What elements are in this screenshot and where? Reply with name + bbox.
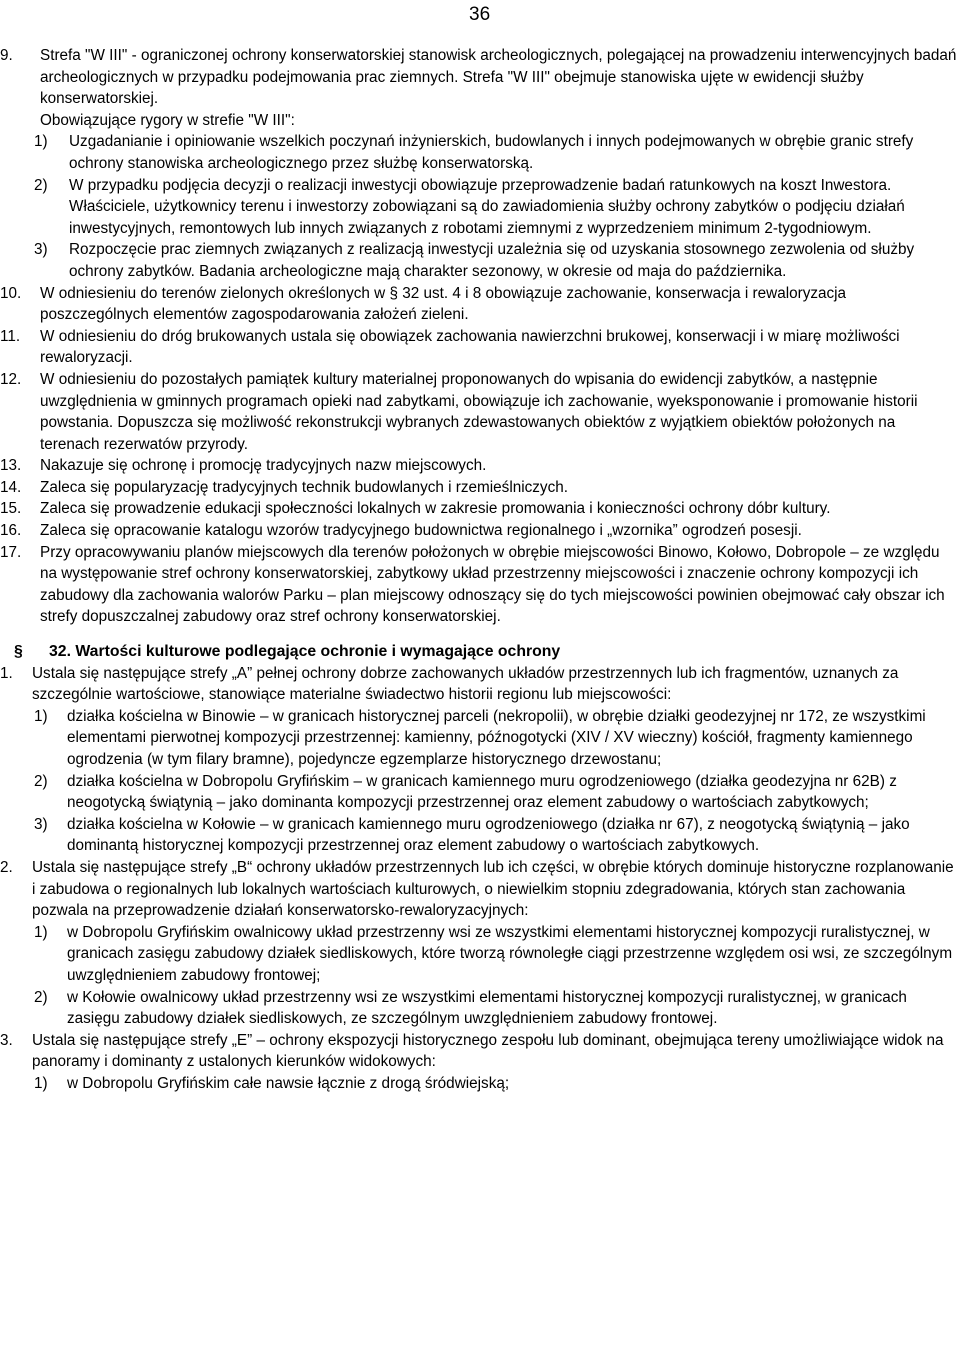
item-text: Ustala się następujące strefy „A” pełnej ochrony dobrze zachowanych układów przestrzennych lub ich fragmentów, uznanych za szczególnie wartościowe, stanowiące materialne świadectwo historii regionu lub miejscowości: (32, 664, 899, 704)
item-text: Ustala się następujące strefy „E” – ochrony ekspozycji historycznego zespołu lub dominant, obejmująca tereny umożliwiające widok na panoramy i dominanty z ustalonych kierunków widokowych: (32, 1031, 944, 1071)
item-text: Nakazuje się ochronę i promocję tradycyjnych nazw miejscowych. (40, 457, 487, 475)
item-number: 2. (0, 858, 13, 876)
item-number: 9. (0, 47, 13, 64)
item-number: 3. (0, 1031, 13, 1049)
section-sub-item-1-3 (34, 814, 958, 857)
list-item-13 (0, 455, 958, 477)
item-text: Ustala się następujące strefy „B“ ochrony układów przestrzennych lub ich części, w obrębie których dominuje historyczne rozplanowanie i zabudowa o regionalnych lub lokalnych wartościach kulturowych, o niewielkim stopniu zdegradowania, których stan zachowania pozwala na przeprowadzenie działań konserwatorsko-rewaloryzacyjnych: (32, 858, 954, 920)
document-body (0, 45, 958, 1095)
sub-item-number: 1) (34, 1074, 48, 1092)
sub-item-text: W przypadku podjęcia decyzji o realizacji inwestycji obowiązuje przeprowadzenie badań ratunkowych na koszt Inwestora. Właściciele, użytkownicy terenu i inwestorzy zobowiązani są do zawiadomienia służby ochrony zabytków o podjęciu działań inwestycyjnych, remontowych lub innych związanych z robotami ziemnymi z wyprzedzeniem minimum 2-tygodniowym. (69, 176, 905, 237)
list-item-16 (0, 520, 958, 542)
list-item-14 (0, 477, 958, 499)
section-title: 32. Wartości kulturowe podlegające ochronie i wymagające ochrony (49, 643, 561, 661)
item-number: 17. (0, 543, 22, 561)
item-text: Strefa "W III" - ograniczonej ochrony konserwatorskiej stanowisk archeologicznych, polegającej na prowadzeniu interwencyjnych badań archeologicznych w przypadku podejmowania prac ziemnych. Strefa "W III" obejmuje stanowiska ujęte w ewidencji służby konserwatorskiej. (40, 47, 957, 108)
item-number: 14. (0, 478, 22, 496)
item-number: 1. (0, 664, 13, 682)
item-text: W odniesieniu do terenów zielonych określonych w § 32 ust. 4 i 8 obowiązuje zachowanie, konserwacja i rewaloryzacja poszczególnych elementów zagospodarowania założeń zieleni. (40, 284, 847, 324)
item-number: 11. (0, 327, 21, 345)
sub-item-number: 2) (34, 772, 48, 790)
item-text: Zaleca się prowadzenie edukacji społeczności lokalnych w zakresie promowania i konieczności ochrony dóbr kultury. (40, 500, 831, 518)
sub-item-number: 1) (34, 923, 48, 941)
list-item-11 (0, 326, 958, 369)
item-number: 12. (0, 370, 22, 388)
sub-item-text: działka kościelna w Kołowie – w granicach kamiennego muru ogrodzeniowego (działka nr 67), z neogotycką świątynią – jako dominantą historycznej kompozycji przestrzennej oraz element zabudowy o wartościach zabytkowych. (67, 815, 910, 855)
sub-item-text: Rozpoczęcie prac ziemnych związanych z realizacją inwestycji uzależnia się od uzyskania stosownego zezwolenia od służby ochrony zabytków. Badania archeologiczne mają charakter sezonowy, w okresie od maja do października. (69, 241, 915, 280)
item-number: 15. (0, 500, 22, 518)
item-text: Zaleca się opracowanie katalogu wzorów tradycyjnego budownictwa regionalnego i „wzornika” ogrodzeń posesji. (40, 522, 802, 540)
section-sign: § (14, 643, 23, 661)
sub-item-9-3 (34, 239, 958, 282)
section-sub-item-1-1 (34, 706, 958, 771)
list-item-12 (0, 369, 958, 455)
list-item-15 (0, 498, 958, 520)
list-item-9 (0, 45, 958, 131)
sub-item-text: działka kościelna w Dobropolu Gryfińskim – w granicach kamiennego muru ogrodzeniowego (działka geodezyjna nr 62B) z neogotycką świątynią – jako dominanta kompozycji przestrzennej oraz element zabudowy o wartościach zabytkowych; (67, 772, 897, 812)
sub-item-number: 1) (34, 133, 48, 151)
sub-item-text: w Dobropolu Gryfińskim owalnicowy układ przestrzenny wsi ze wszystkimi elementami historycznej kompozycji ruralistycznej, w granicach zasięgu zabudowy działek siedliskowych, które tworzą równoległe ciągi przestrzenne względem osi wsi, ze szczególnym uwzględnieniem zabudowy frontowej; (67, 923, 953, 984)
item-number: 16. (0, 522, 22, 540)
item-number: 13. (0, 457, 22, 475)
section-item-1 (0, 663, 958, 706)
sub-item-9-2 (34, 175, 958, 240)
section-sub-item-1-2 (34, 771, 958, 814)
sub-item-text: działka kościelna w Binowie – w granicach historycznej parceli (nekropolii), w obrębie działki geodezyjnej nr 172, ze wszystkimi elementami pierwotnej kompozycji przestrzennej: kamienny, późnogotycki (XIV / XV wieczny) kościół, fragmenty kamiennego ogrodzenia (w tym filary bramne), pojedyncze egzemplarze historycznego drzewostanu; (67, 707, 926, 768)
sub-item-number: 1) (34, 707, 48, 725)
item-text: Przy opracowywaniu planów miejscowych dla terenów położonych w obrębie miejscowości Binowo, Kołowo, Dobropole – ze względu na występowanie stref ochrony konserwatorskiej, zabytkowy układ przestrzenny miejscowości i znaczenie ochrony kompozycji ich zabudowy dla zachowania walorów Parku – plan miejscowy odnoszący się do tych miejscowości powinien obejmować cały obszar ich strefy dopuszczalnej zabudowy oraz stref ochrony konserwatorskiej. (40, 543, 945, 626)
section-sub-item-2-1 (34, 922, 958, 987)
item-text: Zaleca się popularyzację tradycyjnych technik budowlanych i rzemieślniczych. (40, 478, 568, 496)
rules-lead: Obowiązujące rygory w strefie "W III": (40, 111, 295, 129)
sub-item-number: 3) (34, 815, 48, 833)
sub-item-number: 3) (34, 241, 48, 259)
sub-item-text: Uzgadanianie i opiniowanie wszelkich poczynań inżynierskich, budowlanych i innych podejmowanych w obrębie granic strefy ochrony stanowiska archeologicznego przez służbę konserwatorską. (69, 133, 914, 172)
section-sub-item-3-1 (34, 1073, 958, 1095)
sub-item-text: w Kołowie owalnicowy układ przestrzenny wsi ze wszystkimi elementami historycznej kompozycji ruralistycznej, w granicach zasięgu zabudowy działek siedliskowych, ze szczególnym uwzględnieniem zabudowy frontowej. (67, 988, 907, 1028)
page-number: 36 (469, 4, 491, 25)
item-text: W odniesieniu do dróg brukowanych ustala się obowiązek zachowania nawierzchni brukowej, konserwacji i w miarę możliwości rewaloryzacji. (40, 327, 900, 367)
item-number: 10. (0, 284, 22, 302)
sub-item-text: w Dobropolu Gryfińskim całe nawsie łącznie z drogą śródwiejską; (67, 1074, 510, 1092)
list-item-10 (0, 283, 958, 326)
section-heading (0, 641, 958, 663)
section-sub-item-2-2 (34, 987, 958, 1030)
section-item-3 (0, 1030, 958, 1073)
sub-item-number: 2) (34, 176, 48, 194)
list-item-17 (0, 542, 958, 628)
section-item-2 (0, 857, 958, 922)
item-text: W odniesieniu do pozostałych pamiątek kultury materialnej proponowanych do wpisania do ewidencji zabytków, a następnie uwzględnienia w gminnych programach opieki nad zabytkami, obowiązuje ich zachowanie, wyeksponowanie i promowanie historii powstania. Dopuszcza się możliwość rekonstrukcji wybranych zdewastowanych obiektów z wyjątkiem obiektów położonych na terenach rezerwatów przyrody. (40, 370, 918, 453)
sub-item-number: 2) (34, 988, 48, 1006)
sub-item-9-1 (34, 131, 958, 174)
